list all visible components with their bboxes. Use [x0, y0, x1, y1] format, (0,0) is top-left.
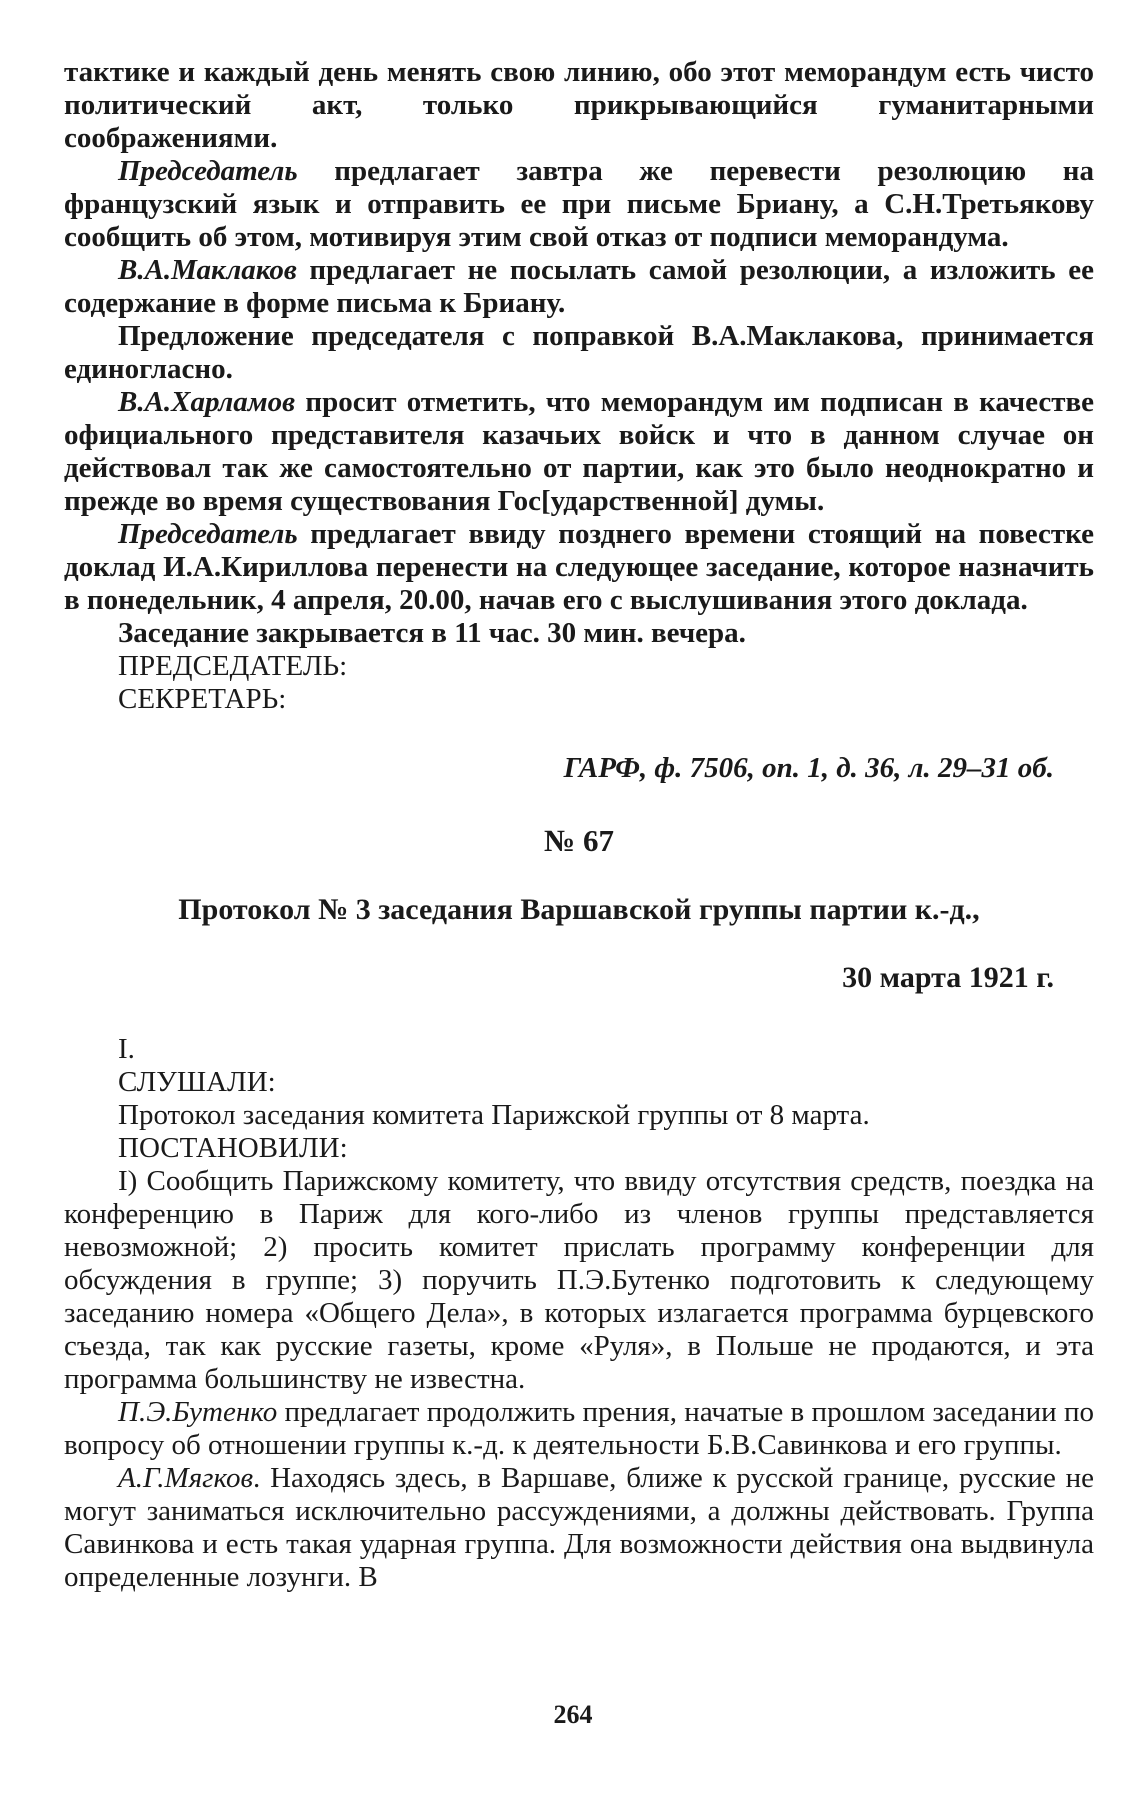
- closing-line: Заседание закрывается в 11 час. 30 мин. вечера.: [118, 617, 746, 649]
- paragraph: Председатель предлагает ввиду позднего времени стоящий на повестке доклад И.А.Кириллова перенести на следующее заседание, которое назначить в понедельник, 4 апреля, 20.00, начав его с выслушивания этого доклада.: [64, 518, 1094, 616]
- paragraph: А.Г.Мягков. Находясь здесь, в Варшаве, ближе к русской границе, русские не могут заниматься исключительно рассуждениями, а должны действовать. Группа Савинкова и есть такая ударная группа. Для возможности действия она выдвинула определенные лозунги. В: [64, 1462, 1094, 1593]
- protocol-body: [64, 1033, 1094, 1594]
- page-number: 264: [553, 1700, 593, 1729]
- heard-text: Протокол заседания комитета Парижской группы от 8 марта.: [118, 1099, 870, 1131]
- secretary-signature: СЕКРЕТАРЬ:: [118, 683, 287, 715]
- speaker-name: Председатель: [118, 155, 298, 187]
- resolved-label: ПОСТАНОВИЛИ:: [118, 1132, 348, 1164]
- archive-source-reference: ГАРФ, ф. 7506, оп. 1, д. 36, л. 29–31 об.: [563, 752, 1054, 784]
- paragraph: В.А.Маклаков предлагает не посылать самой резолюции, а изложить ее содержание в форме письма к Бриану.: [64, 254, 1094, 319]
- paragraph: тактике и каждый день менять свою линию, обо этот меморандум есть чисто политический акт, только прикрывающийся гуманитарными соображениями.: [64, 56, 1094, 154]
- speaker-name: В.А.Харламов: [118, 386, 296, 418]
- paragraph: Председатель предлагает завтра же перевести резолюцию на французский язык и отправить ее при письме Бриану, а С.Н.Третьякову сообщить об этом, мотивируя этим свой отказ от подписи меморандума.: [64, 155, 1094, 253]
- speaker-name: А.Г.Мягков: [118, 1462, 254, 1494]
- paragraph: Предложение председателя с поправкой В.А.Маклакова, принимается единогласно.: [64, 320, 1094, 385]
- document-title: Протокол № 3 заседания Варшавской группы партии к.-д.,: [178, 893, 980, 926]
- document-number: № 67: [544, 823, 614, 858]
- heard-label: СЛУШАЛИ:: [118, 1066, 276, 1098]
- speaker-name: В.А.Маклаков: [118, 254, 297, 286]
- speaker-name: Председатель: [118, 518, 298, 550]
- paragraph: П.Э.Бутенко предлагает продолжить прения, начатые в прошлом заседании по вопросу об отношении группы к.-д. к деятельности Б.В.Савинкова и его группы.: [64, 1396, 1094, 1461]
- speaker-name: П.Э.Бутенко: [118, 1396, 278, 1428]
- resolved-text: I) Сообщить Парижскому комитету, что ввиду отсутствия средств, поездка на конференцию в Париж для кого-либо из членов группы представляется невозможной; 2) просить комитет прислать программу конференции для обсуждения в группе; 3) поручить П.Э.Бутенко подготовить к следующему заседанию номера «Общего Дела», в которых излагается программа бурцевского съезда, так как русские газеты, кроме «Руля», в Польше не продаются, и эта программа большинству не известна.: [64, 1165, 1094, 1395]
- document-date: 30 марта 1921 г.: [842, 961, 1054, 994]
- paragraph: В.А.Харламов просит отметить, что меморандум им подписан в качестве официального представителя казачьих войск и что в данном случае он действовал так же самостоятельно от партии, как это было неоднократно и прежде во время существования Гос[ударственной] думы.: [64, 386, 1094, 517]
- chairman-signature: ПРЕДСЕДАТЕЛЬ:: [118, 650, 348, 682]
- protocol-ending: [64, 56, 1094, 716]
- section-number: I.: [118, 1033, 135, 1065]
